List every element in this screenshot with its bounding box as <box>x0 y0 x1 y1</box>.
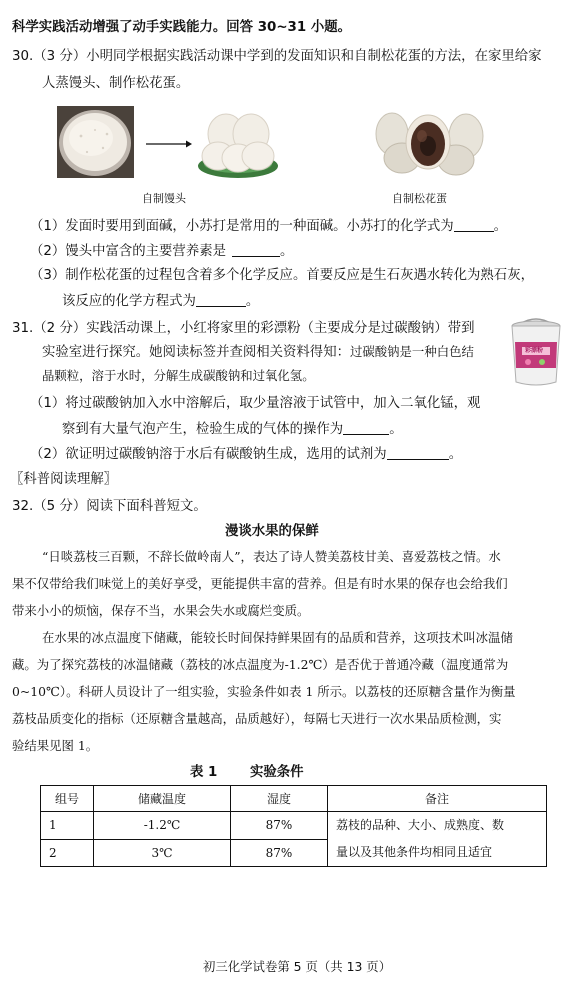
bucket-label: 彩漂粉 <box>525 347 544 354</box>
article-p1-line1: “日啖荔枝三百颗，不辞长做岭南人”，表达了诗人赞美荔枝甘美、喜爱荔枝之情。水 <box>42 549 501 564</box>
article-p2-line1: 在水果的冰点温度下储藏，能较长时间保持鲜果固有的品质和营养，这项技术叫冰温储 <box>42 630 513 645</box>
steamed-bun-photo <box>57 106 134 178</box>
q31-sub2-end: 。 <box>448 447 463 462</box>
q30-sub2 <box>30 244 293 258</box>
article-title: 漫谈水果的保鲜 <box>225 524 319 539</box>
bleach-bucket-photo <box>506 316 566 388</box>
q31-sub1-line1: （1）将过碳酸钠加入水中溶解后，取少量溶液于试管中，加入二氧化锰，观 <box>30 396 481 411</box>
page-footer: 初三化学试卷第 5 页（共 13 页） <box>203 959 392 974</box>
article-p2-line5: 验结果见图 1。 <box>12 738 99 753</box>
buns-plate-image <box>196 104 280 180</box>
q30-sub2-text: （2）馒头中富含的主要营养素是 <box>30 244 226 259</box>
q30-sub2-end: 。 <box>280 244 294 259</box>
cell-temperature: -1.2℃ <box>94 812 231 840</box>
q30-sub1-text: （1）发面时要用到面碱，小苏打是常用的一种面碱。小苏打的化学式为 <box>30 219 454 234</box>
answer-blank[interactable] <box>387 447 449 460</box>
conditions-table <box>40 785 547 867</box>
answer-blank[interactable] <box>454 219 494 232</box>
cell-temperature: 3℃ <box>94 839 231 867</box>
answer-blank[interactable] <box>196 294 246 307</box>
q30-sub3-text: 该反应的化学方程式为 <box>62 294 196 309</box>
article-p2-line4: 荔枝品质变化的指标（还原糖含量越高，品质越好），每隔七天进行一次水果品质检测，实 <box>12 711 502 726</box>
q30-sub3-line1: （3）制作松花蛋的过程包含着多个化学反应。首要反应是生石灰遇水转化为熟石灰， <box>30 268 534 283</box>
q30-stem-line2: 人蒸馒头、制作松花蛋。 <box>42 76 190 91</box>
article-p1-line2: 果不仅带给我们味觉上的美好享受，更能提供丰富的营养。但是有时水果的保存也会给我们 <box>12 576 508 591</box>
q30-sub3-end: 。 <box>245 294 260 309</box>
header-notes: 备注 <box>328 786 547 812</box>
table-caption-number: 表 1 <box>190 765 218 780</box>
q31-stem-line1: 31.（2 分）实践活动课上，小红将家里的彩漂粉（主要成分是过碳酸钠）带到 <box>12 321 475 336</box>
note-line1: 荔枝的品种、大小、成熟度、数 <box>336 818 505 832</box>
cell-notes <box>328 812 547 867</box>
arrow-right-icon <box>146 139 192 149</box>
caption-century-egg: 自制松花蛋 <box>392 192 447 205</box>
century-eggs-image <box>372 108 487 178</box>
article-p2-line3: 0~10℃）。科研人员设计了一组实验，实验条件如表 1 所示。以荔枝的还原糖含量作为衡量 <box>12 684 516 699</box>
section-heading: 〖科普阅读理解〗 <box>10 472 118 487</box>
article-p2-line2: 藏。为了探究荔枝的冰温储藏（荔枝的冰点温度为-1.2℃）是否优于普通冷藏（温度通常为 <box>12 657 509 672</box>
cell-group: 1 <box>41 812 94 840</box>
steamed-bun-image <box>57 106 134 178</box>
q30-stem-line1: 30.（3 分）小明同学根据实践活动课中学到的发面知识和自制松花蛋的方法，在家里给家 <box>12 49 542 64</box>
q31-sub2-text: （2）欲证明过碳酸钠溶于水后有碳酸钠生成，选用的试剂为 <box>30 447 387 462</box>
table-row <box>41 812 547 840</box>
q31-stem-line2b: 过碳酸钠是一种白色结 <box>349 344 474 359</box>
q31-stem-line3: 晶颗粒，溶于水时，分解生成碳酸钠和过氧化氢。 <box>42 368 315 383</box>
cell-group: 2 <box>41 839 94 867</box>
answer-blank[interactable] <box>232 244 280 257</box>
century-eggs-photo <box>372 108 487 178</box>
header-humidity: 湿度 <box>231 786 328 812</box>
answer-blank[interactable] <box>343 422 389 435</box>
article-p1-line3: 带来小小的烦恼，保存不当，水果会失水或腐烂变质。 <box>12 603 310 618</box>
q30-sub1-end: 。 <box>493 219 508 234</box>
q32-stem: 32.（5 分）阅读下面科普短文。 <box>12 499 207 514</box>
cell-humidity: 87% <box>231 839 328 867</box>
q30-sub1 <box>30 219 507 233</box>
q31-sub2 <box>30 447 462 461</box>
header-group: 组号 <box>41 786 94 812</box>
q31-sub1-end: 。 <box>389 422 403 437</box>
section-intro: 科学实践活动增强了动手实践能力。回答 30~31 小题。 <box>12 20 352 35</box>
note-line2: 量以及其他条件均相同且适宜 <box>336 845 493 859</box>
cell-humidity: 87% <box>231 812 328 840</box>
table-header-row <box>41 786 547 812</box>
table-caption-title: 实验条件 <box>250 765 304 780</box>
caption-steamed-bun: 自制馒头 <box>142 192 186 205</box>
q30-sub3-line2 <box>62 294 259 308</box>
buns-plate-photo <box>196 104 280 180</box>
header-temperature: 储藏温度 <box>94 786 231 812</box>
q31-sub1-text: 察到有大量气泡产生，检验生成的气体的操作为 <box>62 422 344 437</box>
q31-stem-line2 <box>42 346 474 359</box>
q31-sub1-line2 <box>62 422 403 436</box>
q31-stem-line2a: 实验室进行探究。她阅读标签并查阅相关资料得知： <box>42 345 350 360</box>
